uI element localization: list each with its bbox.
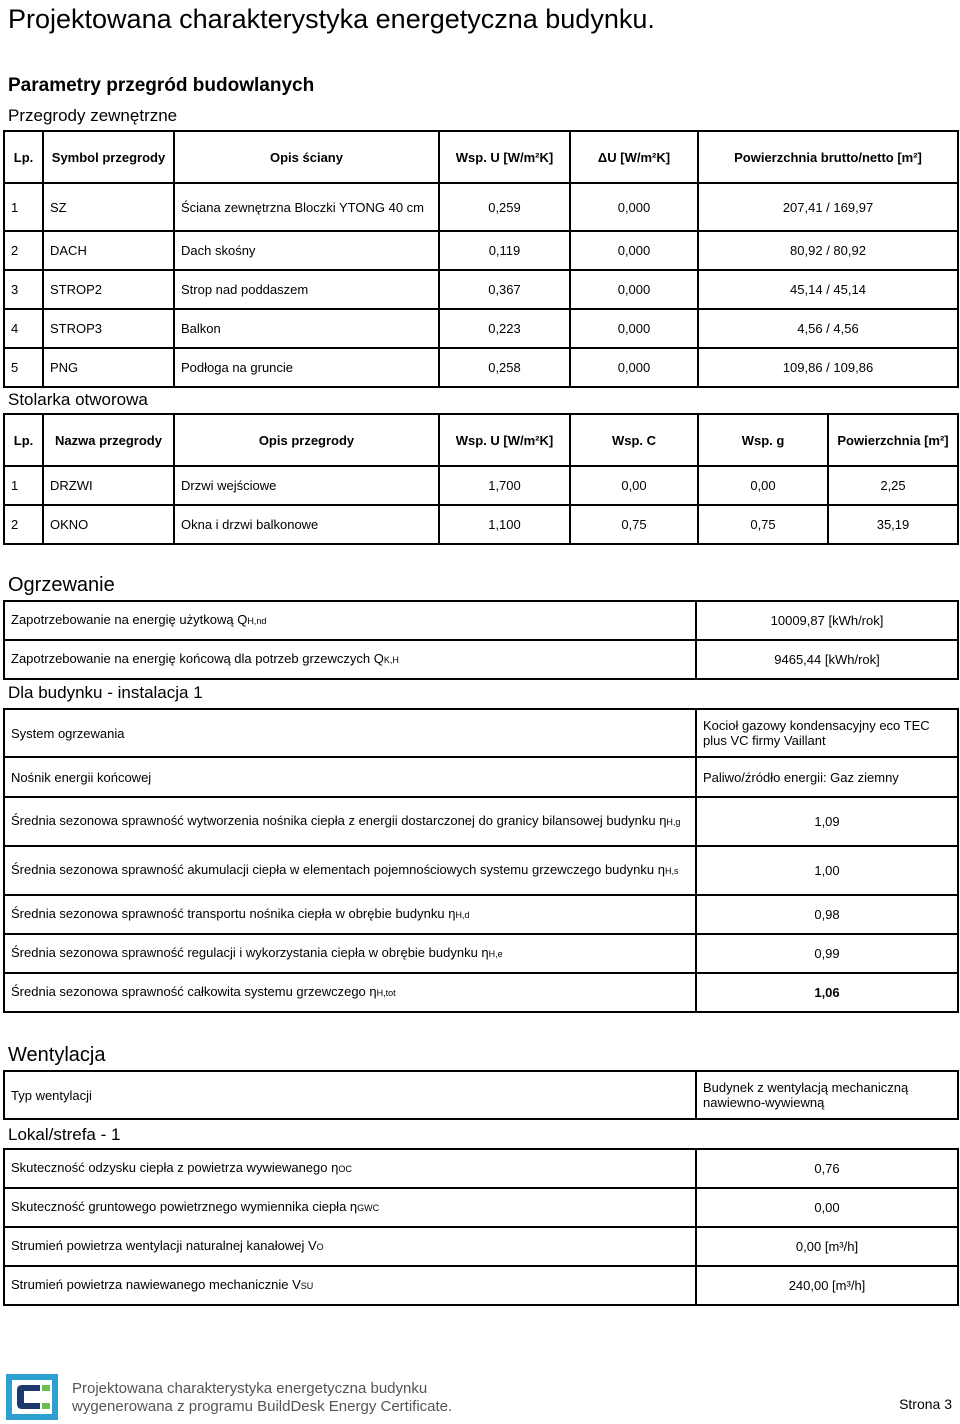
cell-lp: 2 [4,231,43,270]
oc-row [4,1149,958,1188]
oc-value: 0,76 [696,1149,958,1188]
cell-du: 0,000 [570,309,698,348]
table-row [4,505,958,544]
cell-u: 0,119 [439,231,570,270]
header-opis: Opis ściany [174,131,439,183]
header-c: Wsp. C [570,414,698,466]
wentylacja-title: Wentylacja [8,1044,106,1066]
header-nazwa: Nazwa przegrody [43,414,174,466]
cell-lp: 3 [4,270,43,309]
q-kh-label: Zapotrzebowanie na energię końcową dla potrzeb grzewczych QK,H [4,640,696,679]
cell-u: 0,367 [439,270,570,309]
cell-pow: 109,86 / 109,86 [698,348,958,387]
system-label: System ogrzewania [4,709,696,757]
table-row [4,348,958,387]
cell-lp: 1 [4,183,43,231]
cell-lp: 5 [4,348,43,387]
cell-u: 0,259 [439,183,570,231]
oc-label: Skuteczność odzysku ciepła z powietrza wywiewanego ηOC [4,1149,696,1188]
cell-symbol: STROP2 [43,270,174,309]
table-row [4,309,958,348]
q-kh-row [4,640,958,679]
page-title: Projektowana charakterystyka energetyczna budynku. [8,4,655,34]
ogrzewanie-q-table [3,600,959,680]
cell-lp: 1 [4,466,43,505]
q-hnd-label: Zapotrzebowanie na energię użytkową QH,nd [4,601,696,640]
header-powierzchnia: Powierzchnia [m²] [828,414,958,466]
cell-c: 0,00 [570,466,698,505]
eta-hd-value: 0,98 [696,895,958,934]
eta-he-value: 0,99 [696,934,958,973]
typ-label: Typ wentylacji [4,1071,696,1119]
cell-u: 1,700 [439,466,570,505]
wentylacja-table [3,1148,959,1306]
table-row [4,183,958,231]
wentylacja-typ-table [3,1070,959,1120]
cell-opis: Dach skośny [174,231,439,270]
cell-opis: Strop nad poddaszem [174,270,439,309]
lokal-title: Lokal/strefa - 1 [8,1125,121,1144]
cell-du: 0,000 [570,270,698,309]
cell-du: 0,000 [570,183,698,231]
typ-row [4,1071,958,1119]
cell-symbol: STROP3 [43,309,174,348]
eta-hs-label: Średnia sezonowa sprawność akumulacji ciepła w elementach pojemnościowych systemu grzewczego budynku ηH,s [4,846,696,895]
eta-hs-row [4,846,958,895]
cell-u: 0,223 [439,309,570,348]
cell-opis: Ściana zewnętrzna Bloczki YTONG 40 cm [174,183,439,231]
cell-du: 0,000 [570,348,698,387]
ogrzewanie-table [3,708,959,1013]
cell-opis: Balkon [174,309,439,348]
cell-u: 0,258 [439,348,570,387]
footer-line-2: wygenerowana z programu BuildDesk Energy Certificate. [72,1398,453,1415]
header-lp: Lp. [4,131,43,183]
cell-symbol: PNG [43,348,174,387]
cell-lp: 4 [4,309,43,348]
cell-c: 0,75 [570,505,698,544]
system-value: Kocioł gazowy kondensacyjny eco TEC plus VC firmy Vaillant [696,709,958,757]
header-g: Wsp. g [698,414,828,466]
gwc-label: Skuteczność gruntowego powietrznego wymiennika ciepła ηGWC [4,1188,696,1227]
parametry-title: Parametry przegród budowlanych [8,75,315,96]
cell-opis: Okna i drzwi balkonowe [174,505,439,544]
header-du: ΔU [W/m²K] [570,131,698,183]
gwc-row [4,1188,958,1227]
table-row [4,466,958,505]
eta-hg-value: 1,09 [696,797,958,846]
table-row [4,270,958,309]
vo-row [4,1227,958,1266]
header-u: Wsp. U [W/m²K] [439,414,570,466]
nosnik-value: Paliwo/źródło energii: Gaz ziemny [696,757,958,797]
eta-hg-row [4,797,958,846]
cell-pow: 4,56 / 4,56 [698,309,958,348]
header-symbol: Symbol przegrody [43,131,174,183]
footer-text [72,1380,452,1416]
cell-pow: 35,19 [828,505,958,544]
przegrody-subtitle: Przegrody zewnętrzne [8,106,178,125]
header-powierzchnia: Powierzchnia brutto/netto [m²] [698,131,958,183]
cell-nazwa: DRZWI [43,466,174,505]
eta-hd-row [4,895,958,934]
builddesk-logo-icon [6,1374,58,1420]
przegrody-table [3,130,959,388]
cell-opis: Podłoga na gruncie [174,348,439,387]
eta-hg-label: Średnia sezonowa sprawność wytworzenia nośnika ciepła z energii dostarczonej do granicy bilansowej budynku ηH,g [4,797,696,846]
stolarka-table [3,413,959,545]
cell-symbol: SZ [43,183,174,231]
footer-line-1: Projektowana charakterystyka energetyczna budynku [72,1380,428,1397]
gwc-value: 0,00 [696,1188,958,1227]
q-hnd-value: 10009,87 [kWh/rok] [696,601,958,640]
q-hnd-row [4,601,958,640]
cell-pow: 2,25 [828,466,958,505]
eta-he-row [4,934,958,973]
nosnik-row [4,757,958,797]
cell-nazwa: OKNO [43,505,174,544]
stolarka-header-row [4,414,958,466]
eta-htot-value: 1,06 [696,973,958,1012]
vsu-value: 240,00 [m³/h] [696,1266,958,1305]
cell-g: 0,75 [698,505,828,544]
eta-hd-label: Średnia sezonowa sprawność transportu nośnika ciepła w obrębie budynku ηH,d [4,895,696,934]
eta-htot-row [4,973,958,1012]
cell-du: 0,000 [570,231,698,270]
nosnik-label: Nośnik energii końcowej [4,757,696,797]
header-u: Wsp. U [W/m²K] [439,131,570,183]
eta-htot-label: Średnia sezonowa sprawność całkowita systemu grzewczego ηH,tot [4,973,696,1012]
header-opis: Opis przegrody [174,414,439,466]
cell-pow: 80,92 / 80,92 [698,231,958,270]
q-kh-value: 9465,44 [kWh/rok] [696,640,958,679]
table-row [4,231,958,270]
cell-u: 1,100 [439,505,570,544]
page-number: Strona 3 [899,1396,952,1412]
vo-value: 0,00 [m³/h] [696,1227,958,1266]
instalacja-title: Dla budynku - instalacja 1 [8,683,203,702]
eta-hs-value: 1,00 [696,846,958,895]
cell-opis: Drzwi wejściowe [174,466,439,505]
vsu-row [4,1266,958,1305]
eta-he-label: Średnia sezonowa sprawność regulacji i wykorzystania ciepła w obrębie budynku ηH,e [4,934,696,973]
header-lp: Lp. [4,414,43,466]
cell-pow: 207,41 / 169,97 [698,183,958,231]
typ-value: Budynek z wentylacją mechaniczną nawiewno-wywiewną [696,1071,958,1119]
stolarka-title: Stolarka otworowa [8,390,148,409]
cell-symbol: DACH [43,231,174,270]
cell-pow: 45,14 / 45,14 [698,270,958,309]
vo-label: Strumień powietrza wentylacji naturalnej kanałowej VO [4,1227,696,1266]
cell-lp: 2 [4,505,43,544]
system-row [4,709,958,757]
ogrzewanie-title: Ogrzewanie [8,574,115,596]
cell-g: 0,00 [698,466,828,505]
przegrody-header-row [4,131,958,183]
vsu-label: Strumień powietrza nawiewanego mechanicznie VSU [4,1266,696,1305]
